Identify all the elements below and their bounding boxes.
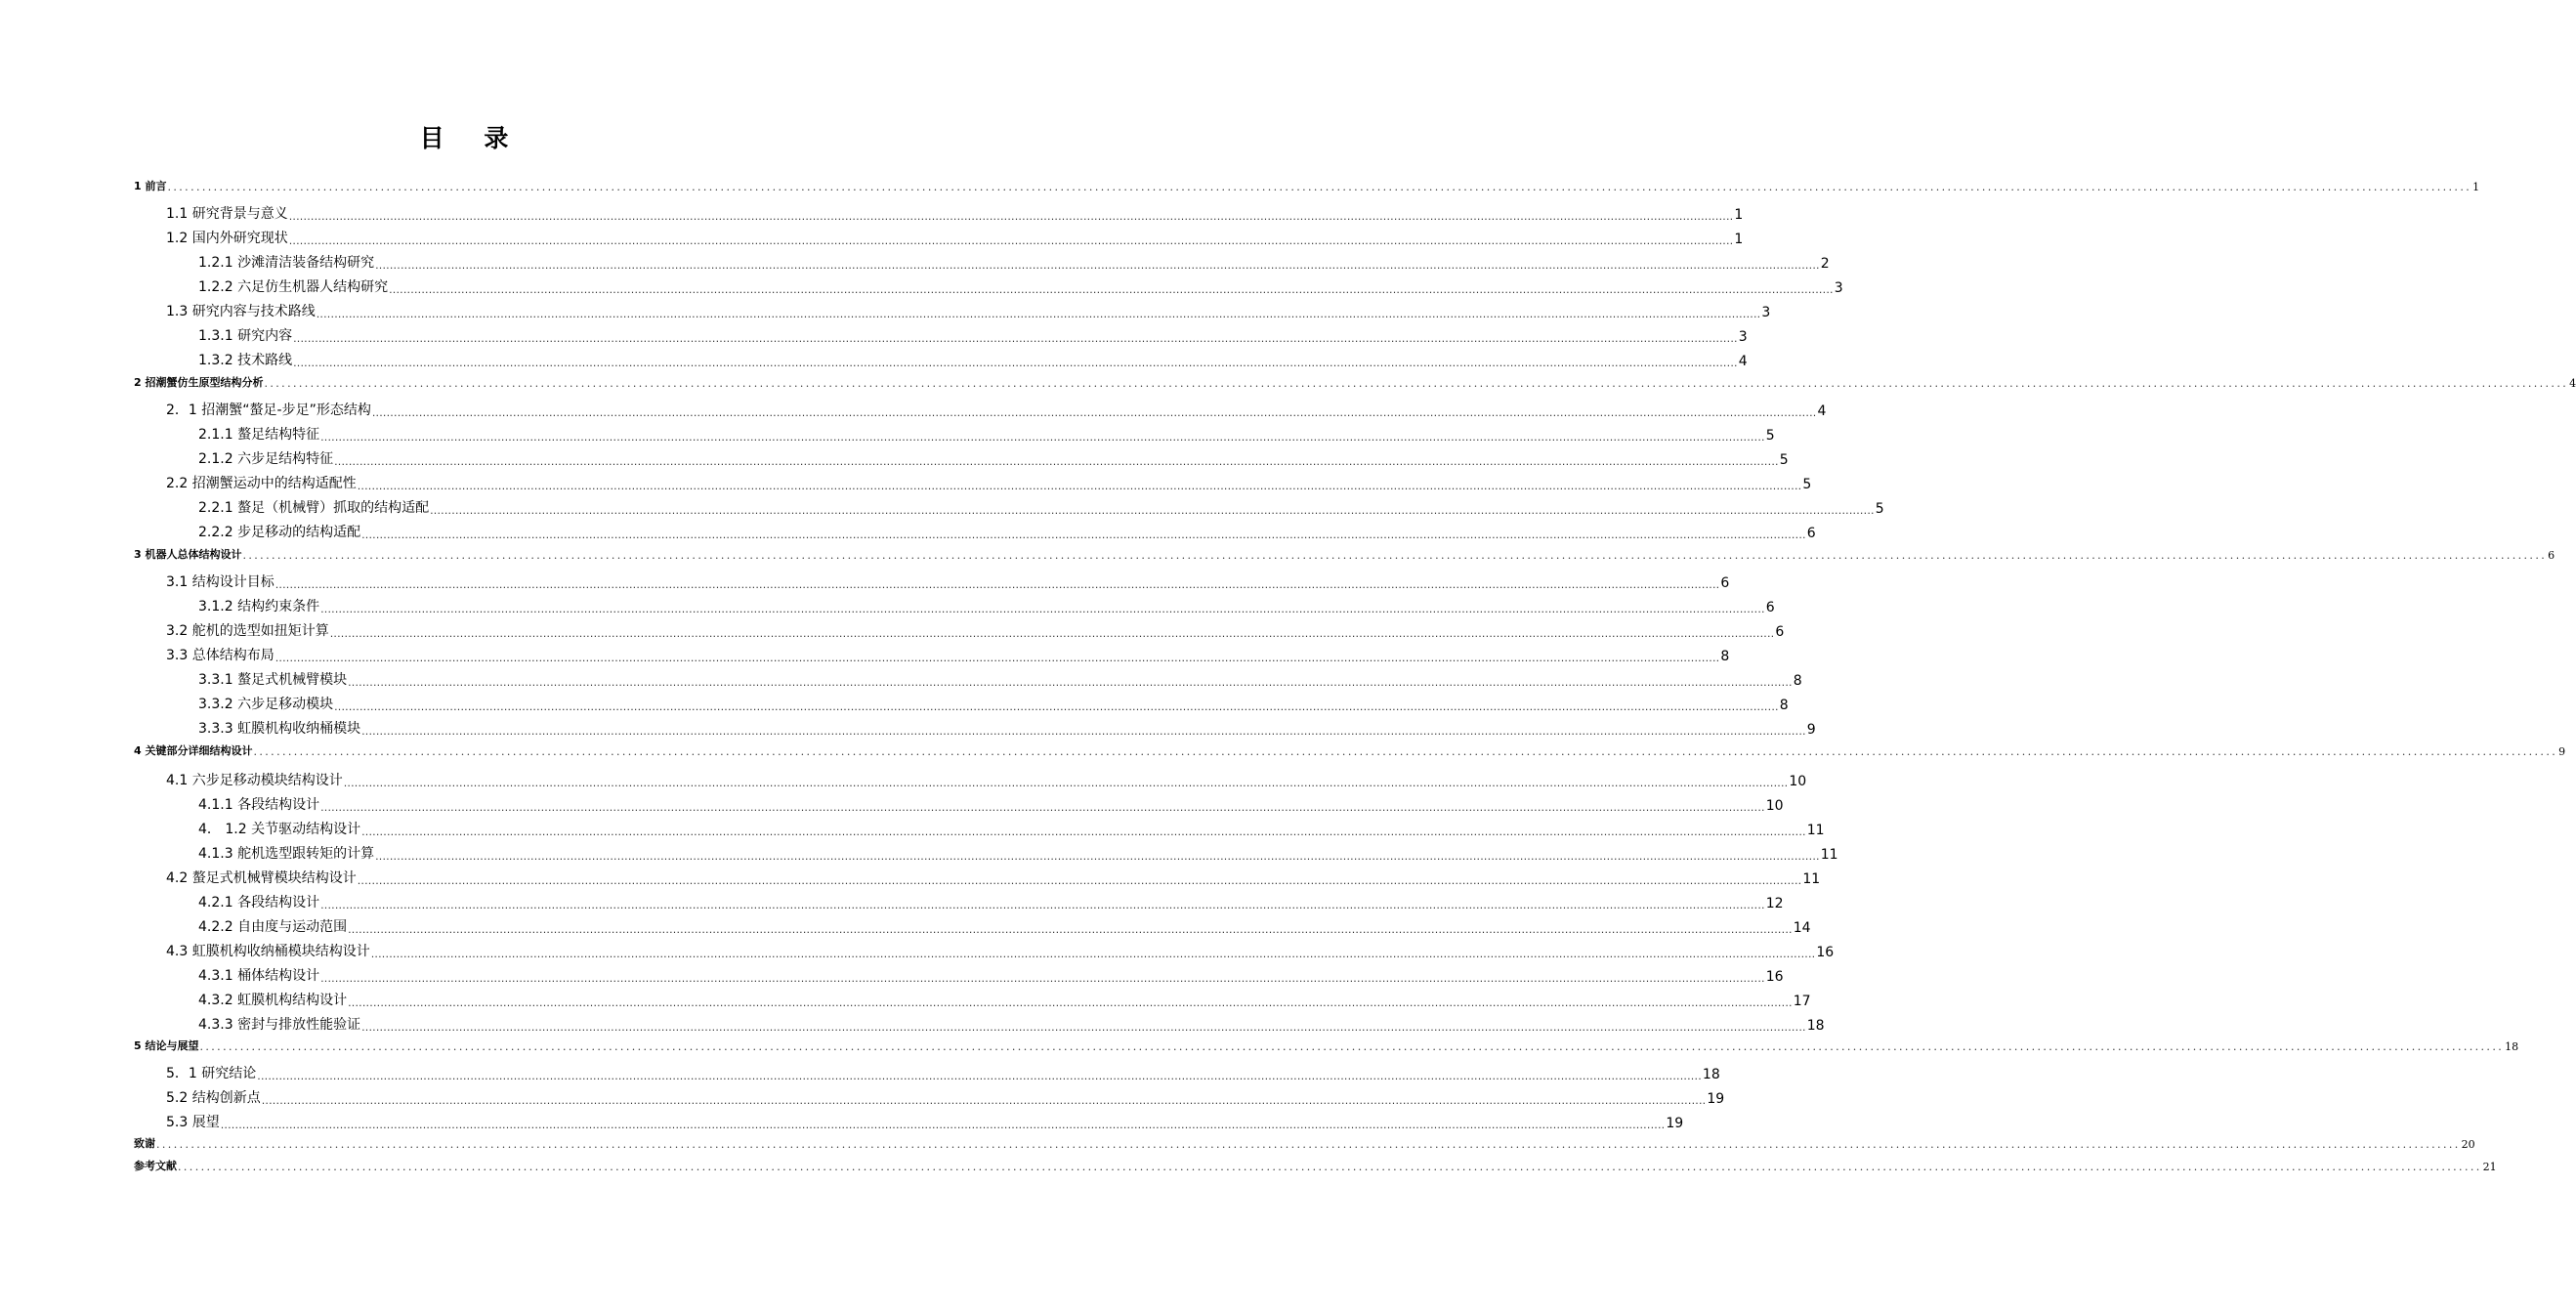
toc-entry-page: 21 xyxy=(2482,1161,2497,1173)
toc-leader-dots: ................................................................................................................................................................................................................................................................................................................................................................................................................ xyxy=(361,826,1806,838)
toc-entry[interactable] xyxy=(134,737,2566,758)
toc-leader-dots: ................................................................................................................................................................................................................................................................................................................................................................................................................ xyxy=(316,308,1761,320)
toc-entry[interactable] xyxy=(198,348,1748,369)
toc-leader-dots: ................................................................................................................................................................................................................................................................................................................................................................................................................ xyxy=(348,923,1793,936)
toc-entry-page: 19 xyxy=(1707,1091,1725,1107)
toc-entry[interactable] xyxy=(198,446,1789,468)
toc-entry-title: 3.2 舵机的选型如扭矩计算 xyxy=(166,623,329,639)
toc-entry-title: 1.3 研究内容与技术路线 xyxy=(166,304,316,319)
toc-entry[interactable] xyxy=(166,471,1812,492)
toc-leader-dots: ................................................................................................................................................................................................................................................................................................................................................................................................................ xyxy=(274,578,1720,591)
toc-entry-title: 5．1 研究结论 xyxy=(166,1066,257,1081)
toc-entry-title: 1.3.1 研究内容 xyxy=(198,328,293,344)
toc-leader-dots: ................................................................................................................................................................................................................................................................................................................................................................................................................ xyxy=(357,480,1802,492)
toc-entry-title: 5.3 展望 xyxy=(166,1115,220,1130)
toc-entry-page: 5 xyxy=(1875,501,1884,517)
toc-entry-page: 5 xyxy=(1765,428,1775,444)
toc-entry-title: 1.2.1 沙滩清洁装备结构研究 xyxy=(198,255,375,271)
toc-entry-page: 11 xyxy=(1806,823,1825,838)
toc-entry[interactable] xyxy=(166,866,1821,887)
toc-entry-title: 4.1 六步足移动模块结构设计 xyxy=(166,773,343,788)
toc-entry[interactable] xyxy=(166,1085,1725,1107)
toc-entry-title: 5.2 结构创新点 xyxy=(166,1090,261,1106)
toc-leader-dots: ................................................................................................................................................................................................................................................................................................................................................................................................................ xyxy=(293,332,1738,345)
toc-entry-page: 3 xyxy=(1761,305,1771,320)
toc-entry-title: 2.1.2 六步足结构特征 xyxy=(198,451,334,467)
toc-leader-dots: ................................................................................................................................................................................................................................................................................................................................................................................................................ xyxy=(357,874,1802,887)
toc-entry[interactable] xyxy=(198,275,1843,296)
toc-entry-title: 1 前言 xyxy=(134,180,167,192)
toc-entry-title: 3.3.1 螯足式机械臂模块 xyxy=(198,672,348,688)
toc-entry-title: 1.3.2 技术路线 xyxy=(198,353,293,368)
toc-leader-dots: ................................................................................................................................................................................................................................................................................................................................................................................................................ xyxy=(334,455,1779,468)
toc-entry[interactable] xyxy=(134,1129,2475,1151)
toc-entry[interactable] xyxy=(166,643,1730,664)
toc-entry-title: 3.1.2 结构约束条件 xyxy=(198,599,320,614)
toc-entry-page: 6 xyxy=(1720,575,1730,591)
toc-entry-page: 1 xyxy=(1734,232,1744,247)
toc-entry-page: 17 xyxy=(1793,994,1811,1009)
toc-entry-title: 1.1 研究背景与意义 xyxy=(166,206,288,222)
toc-entry-title: 4.2.1 各段结构设计 xyxy=(198,895,320,911)
toc-entry-title: 3 机器人总体结构设计 xyxy=(134,548,242,561)
toc-leader-dots: ................................................................................................................................................................................................................................................................................................................................................................................................................ xyxy=(242,549,2548,562)
toc-leader-dots: ................................................................................................................................................................................................................................................................................................................................................................................................................ xyxy=(361,725,1806,738)
toc-entry-title: 3.3.2 六步足移动模块 xyxy=(198,697,334,712)
toc-entry-title: 3.3.3 虹膜机构收纳桶模块 xyxy=(198,721,361,737)
toc-entry-title: 2．1 招潮蟹“螯足-步足”形态结构 xyxy=(166,402,371,418)
toc-entry-page: 3 xyxy=(1834,280,1843,296)
toc-entry-page: 8 xyxy=(1720,649,1730,664)
toc-entry[interactable] xyxy=(134,1152,2497,1173)
toc-entry-title: 1.2.2 六足仿生机器人结构研究 xyxy=(198,279,389,295)
toc-entry-page: 20 xyxy=(2461,1138,2475,1151)
toc-entry-page: 11 xyxy=(1802,871,1821,887)
toc-entry-title: 2.2.2 步足移动的结构适配 xyxy=(198,525,361,540)
toc-entry-title: 5 结论与展望 xyxy=(134,1039,199,1052)
toc-leader-dots: ................................................................................................................................................................................................................................................................................................................................................................................................................ xyxy=(361,529,1806,541)
toc-entry-title: 4.3.1 桶体结构设计 xyxy=(198,968,320,984)
toc-entry[interactable] xyxy=(166,398,1827,419)
toc-entry-page: 5 xyxy=(1779,452,1789,468)
toc-entry-page: 10 xyxy=(1765,798,1784,814)
toc-leader-dots: ................................................................................................................................................................................................................................................................................................................................................................................................................ xyxy=(178,1161,2482,1173)
toc-entry[interactable] xyxy=(166,1061,1720,1082)
toc-leader-dots: ................................................................................................................................................................................................................................................................................................................................................................................................................ xyxy=(274,652,1720,664)
toc-leader-dots: ................................................................................................................................................................................................................................................................................................................................................................................................................ xyxy=(320,801,1765,814)
toc-leader-dots: ................................................................................................................................................................................................................................................................................................................................................................................................................ xyxy=(261,1094,1707,1107)
toc-entry[interactable] xyxy=(198,495,1884,517)
toc-entry-page: 12 xyxy=(1765,896,1784,911)
toc-entry-page: 16 xyxy=(1765,969,1784,985)
toc-entry-title: 2.1.1 螯足结构特征 xyxy=(198,427,320,443)
toc-entry[interactable] xyxy=(166,618,1785,640)
toc-leader-dots: ................................................................................................................................................................................................................................................................................................................................................................................................................ xyxy=(334,700,1779,713)
toc-leader-dots: ................................................................................................................................................................................................................................................................................................................................................................................................................ xyxy=(264,377,2569,390)
toc-entry[interactable] xyxy=(166,570,1730,591)
toc-entry[interactable] xyxy=(198,422,1775,444)
toc-entry[interactable] xyxy=(134,540,2555,562)
toc-entry-page: 10 xyxy=(1789,774,1807,789)
toc-entry-page: 9 xyxy=(1806,722,1816,738)
toc-entry-page: 2 xyxy=(1820,256,1830,272)
toc-entry[interactable] xyxy=(198,914,1811,936)
toc-entry-page: 4 xyxy=(1738,354,1748,369)
toc-entry[interactable] xyxy=(198,792,1784,814)
toc-entry-title: 2.2 招潮蟹运动中的结构适配性 xyxy=(166,476,357,491)
toc-entry[interactable] xyxy=(166,939,1835,960)
toc-entry-page: 8 xyxy=(1793,673,1802,689)
toc-leader-dots: ................................................................................................................................................................................................................................................................................................................................................................................................................ xyxy=(253,745,2558,758)
toc-entry[interactable] xyxy=(198,963,1784,985)
toc-entry[interactable] xyxy=(198,890,1784,911)
toc-entry-title: 4.3.3 密封与排放性能验证 xyxy=(198,1017,361,1033)
toc-entry[interactable] xyxy=(198,667,1802,689)
toc-entry[interactable] xyxy=(134,368,2576,390)
toc-entry[interactable] xyxy=(134,172,2480,193)
toc-entry-title: 4.1.3 舵机选型跟转矩的计算 xyxy=(198,846,375,862)
toc-leader-dots: ................................................................................................................................................................................................................................................................................................................................................................................................................ xyxy=(288,234,1734,247)
toc-entry-page: 18 xyxy=(2505,1040,2519,1053)
toc-leader-dots: ................................................................................................................................................................................................................................................................................................................................................................................................................ xyxy=(320,603,1765,615)
toc-entry-page: 1 xyxy=(2472,181,2480,193)
toc-entry-title: 2.2.1 螯足（机械臂）抓取的结构适配 xyxy=(198,500,430,516)
toc-entry[interactable] xyxy=(198,692,1789,713)
toc-entry-title: 3.1 结构设计目标 xyxy=(166,574,274,590)
toc-entry-page: 18 xyxy=(1806,1018,1825,1034)
toc-leader-dots: ................................................................................................................................................................................................................................................................................................................................................................................................................ xyxy=(320,972,1765,985)
toc-leader-dots: ................................................................................................................................................................................................................................................................................................................................................................................................................ xyxy=(156,1138,2461,1151)
toc-entry-title: 4.2.2 自由度与运动范围 xyxy=(198,919,348,935)
toc-entry-title: 4.2 螯足式机械臂模块结构设计 xyxy=(166,870,357,886)
toc-entry-page: 3 xyxy=(1738,329,1748,345)
toc-entry-title: 2 招潮蟹仿生原型结构分析 xyxy=(134,376,264,389)
toc-leader-dots: ................................................................................................................................................................................................................................................................................................................................................................................................................ xyxy=(167,181,2472,193)
toc-leader-dots: ................................................................................................................................................................................................................................................................................................................................................................................................................ xyxy=(361,1021,1806,1034)
toc-leader-dots: ................................................................................................................................................................................................................................................................................................................................................................................................................ xyxy=(348,676,1793,689)
toc-entry[interactable] xyxy=(198,716,1816,738)
toc-entry-page: 1 xyxy=(1734,207,1744,223)
toc-entry-page: 18 xyxy=(1702,1067,1720,1082)
toc-entry[interactable] xyxy=(198,988,1811,1009)
toc-entry[interactable] xyxy=(166,299,1771,320)
toc-leader-dots: ................................................................................................................................................................................................................................................................................................................................................................................................................ xyxy=(375,850,1820,863)
toc-entry-title: 4 关键部分详细结构设计 xyxy=(134,744,253,757)
toc-entry[interactable] xyxy=(166,226,1744,247)
toc-entry-page: 6 xyxy=(1765,600,1775,615)
toc-leader-dots: ................................................................................................................................................................................................................................................................................................................................................................................................................ xyxy=(220,1119,1666,1131)
toc-leader-dots: ................................................................................................................................................................................................................................................................................................................................................................................................................ xyxy=(329,627,1775,640)
toc-leader-dots: ................................................................................................................................................................................................................................................................................................................................................................................................................ xyxy=(320,899,1765,911)
toc-entry-page: 14 xyxy=(1793,920,1811,936)
toc-leader-dots: ................................................................................................................................................................................................................................................................................................................................................................................................................ xyxy=(288,210,1734,223)
toc-entry-page: 8 xyxy=(1779,698,1789,713)
toc-leader-dots: ................................................................................................................................................................................................................................................................................................................................................................................................................ xyxy=(371,406,1817,419)
toc-entry[interactable] xyxy=(166,201,1744,223)
toc-entry-title: 1.2 国内外研究现状 xyxy=(166,231,288,246)
toc-entry[interactable] xyxy=(198,1012,1825,1034)
toc-leader-dots: ................................................................................................................................................................................................................................................................................................................................................................................................................ xyxy=(257,1070,1702,1082)
toc-entry-title: 4． 1.2 关节驱动结构设计 xyxy=(198,822,361,837)
toc-entry[interactable] xyxy=(198,817,1825,838)
toc-entry-title: 3.3 总体结构布局 xyxy=(166,648,274,663)
toc-entry-page: 16 xyxy=(1816,945,1835,960)
toc-entry-page: 6 xyxy=(1775,624,1785,640)
toc-entry[interactable] xyxy=(198,520,1816,541)
toc-entry-title: 4.3.2 虹膜机构结构设计 xyxy=(198,993,348,1008)
toc-leader-dots: ................................................................................................................................................................................................................................................................................................................................................................................................................ xyxy=(370,948,1816,960)
toc-entry-title: 4.3 虹膜机构收纳桶模块结构设计 xyxy=(166,944,370,959)
toc-leader-dots: ................................................................................................................................................................................................................................................................................................................................................................................................................ xyxy=(430,504,1875,517)
toc-entry-page: 4 xyxy=(2569,377,2576,390)
toc-entry-page: 19 xyxy=(1666,1116,1684,1131)
toc-leader-dots: ................................................................................................................................................................................................................................................................................................................................................................................................................ xyxy=(389,283,1834,296)
toc-entry[interactable] xyxy=(166,1110,1684,1131)
toc-entry[interactable] xyxy=(198,323,1748,345)
toc-entry[interactable] xyxy=(134,1032,2519,1053)
page-title: 目 录 xyxy=(419,124,525,152)
toc-entry-page: 6 xyxy=(2548,549,2555,562)
toc-leader-dots: ................................................................................................................................................................................................................................................................................................................................................................................................................ xyxy=(348,996,1793,1009)
toc-leader-dots: ................................................................................................................................................................................................................................................................................................................................................................................................................ xyxy=(293,357,1738,369)
toc-entry-title: 参考文献 xyxy=(134,1160,177,1172)
toc-entry-title: 致谢 xyxy=(134,1137,155,1150)
toc-entry-page: 5 xyxy=(1802,477,1812,492)
toc-leader-dots: ................................................................................................................................................................................................................................................................................................................................................................................................................ xyxy=(320,431,1765,444)
toc-entry[interactable] xyxy=(166,768,1807,789)
toc-entry-page: 6 xyxy=(1806,526,1816,541)
toc-entry-page: 4 xyxy=(1817,403,1827,419)
toc-leader-dots: ................................................................................................................................................................................................................................................................................................................................................................................................................ xyxy=(375,259,1820,272)
toc-entry-title: 4.1.1 各段结构设计 xyxy=(198,797,320,813)
toc-entry[interactable] xyxy=(198,594,1775,615)
toc-leader-dots: ................................................................................................................................................................................................................................................................................................................................................................................................................ xyxy=(343,777,1789,789)
toc-entry-page: 11 xyxy=(1820,847,1838,863)
toc-leader-dots: ................................................................................................................................................................................................................................................................................................................................................................................................................ xyxy=(199,1040,2505,1053)
toc-entry-page: 9 xyxy=(2558,745,2566,758)
toc-entry[interactable] xyxy=(198,841,1838,863)
toc-entry[interactable] xyxy=(198,250,1830,272)
